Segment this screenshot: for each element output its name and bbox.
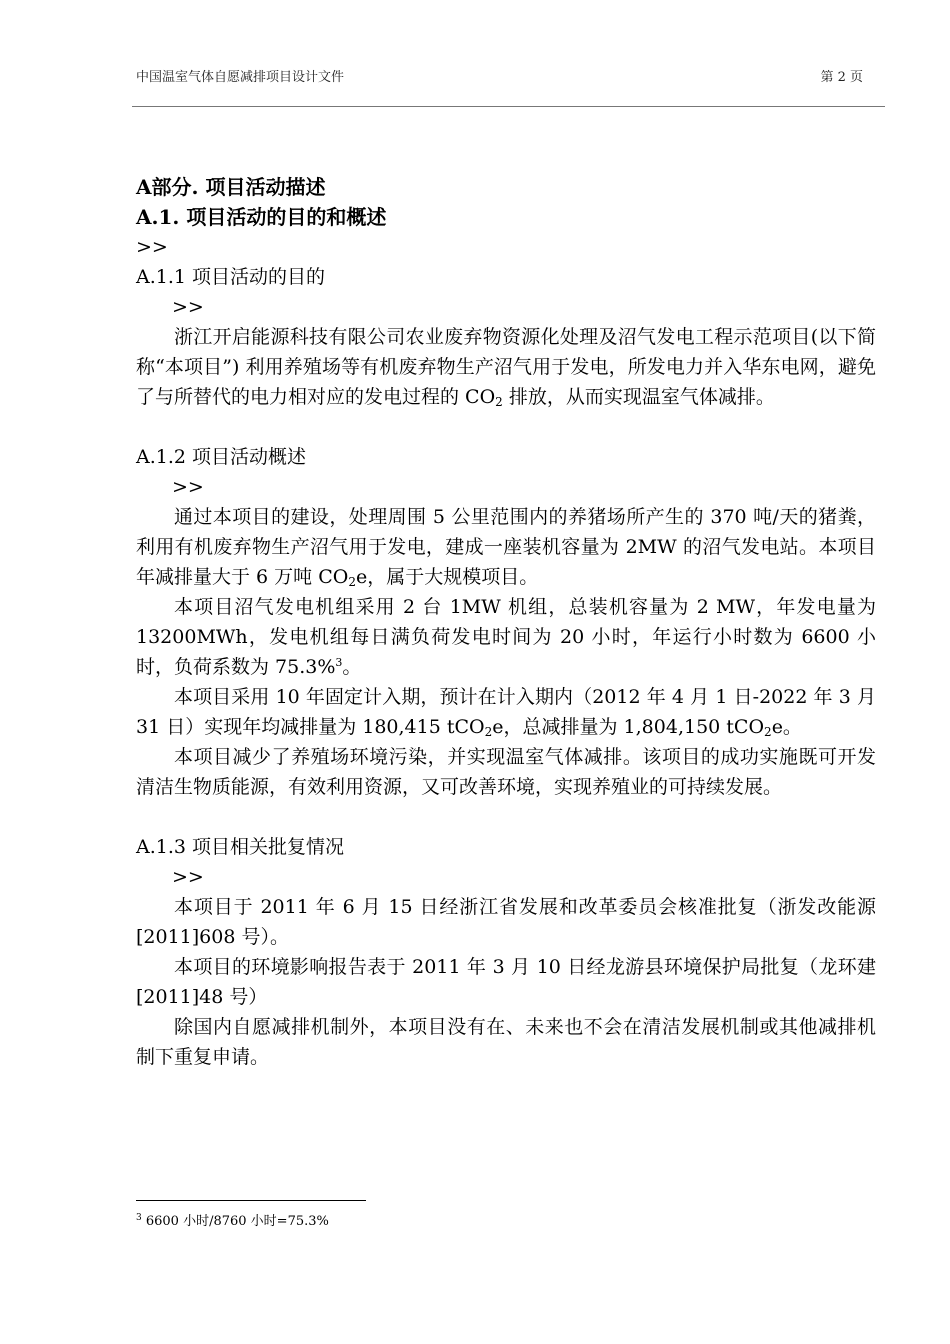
footnote: [136, 1210, 329, 1229]
paragraph-a13-eia: 本项目的环境影响报告表于 2011 年 3 月 10 日经龙游县环境保护局批复（龙环建[2011]48 号）: [136, 956, 876, 1008]
subsection-title-a1: A.1. 项目活动的目的和概述: [136, 205, 387, 229]
heading-a11: A.1.1 项目活动的目的: [136, 266, 326, 288]
page-number: 第 2 页: [820, 70, 863, 85]
footnote-reference[interactable]: 3: [335, 656, 343, 669]
marker-a1: >>: [136, 236, 168, 258]
header-divider: [132, 106, 885, 107]
paragraph-a13-statement: 除国内自愿减排机制外，本项目没有在、未来也不会在清洁发展机制或其他减排机制下重复申请。: [136, 1016, 876, 1068]
heading-a13: A.1.3 项目相关批复情况: [136, 836, 345, 858]
paragraph-a13-approval: 本项目于 2011 年 6 月 15 日经浙江省发展和改革委员会核准批复（浙发改能源[2011]608 号）。: [136, 896, 876, 948]
paragraph-a12-benefits: 本项目减少了养殖场环境污染，并实现温室气体减排。该项目的成功实施既可开发清洁生物质能源，有效利用资源，又可改善环境，实现养殖业的可持续发展。: [136, 746, 876, 798]
marker-a11: >>: [172, 296, 204, 318]
section-title: A部分. 项目活动描述: [136, 175, 326, 199]
document-body: [136, 172, 876, 1072]
footnote-text: 6600 小时/8760 小时=75.3%: [141, 1214, 329, 1229]
paragraph-a12-generator: 本项目沼气发电机组采用 2 台 1MW 机组，总装机容量为 2 MW，年发电量为 13200MWh，发电机组每日满负荷发电时间为 20 小时，年运行小时数为 6600 小时，负荷系数为 75.3%$^3$。: [136, 596, 876, 678]
marker-a13: >>: [172, 866, 204, 888]
footnote-number: 3: [136, 1213, 142, 1223]
footnote-divider: [136, 1200, 366, 1201]
marker-a12: >>: [172, 476, 204, 498]
paragraph-a12-crediting: 本项目采用 10 年固定计入期，预计在计入期内（2012 年 4 月 1 日-2022 年 3 月 31 日）实现年均减排量为 180,415 tCO$_2$e，总减排量为 1,804,150 tCO$_2$e。: [136, 686, 876, 739]
paragraph-a11-purpose: 浙江开启能源科技有限公司农业废弃物资源化处理及沼气发电工程示范项目(以下简称“本项目”) 利用养殖场等有机废弃物生产沼气用于发电，所发电力并入华东电网，避免了与所替代的电力相对应的发电过程的 $CO_2$ 排放，从而实现温室气体减排。: [136, 326, 876, 409]
page-header: [136, 66, 885, 86]
heading-a12: A.1.2 项目活动概述: [136, 446, 307, 468]
paragraph-a12-overview: 通过本项目的建设，处理周围 5 公里范围内的养猪场所产生的 370 吨/天的猪粪，利用有机废弃物生产沼气用于发电，建成一座装机容量为 2MW 的沼气发电站。本项目年减排量大于 6 万吨 $CO_2e$，属于大规模项目。: [136, 506, 876, 589]
document-title: 中国温室气体自愿减排项目设计文件: [136, 70, 345, 85]
